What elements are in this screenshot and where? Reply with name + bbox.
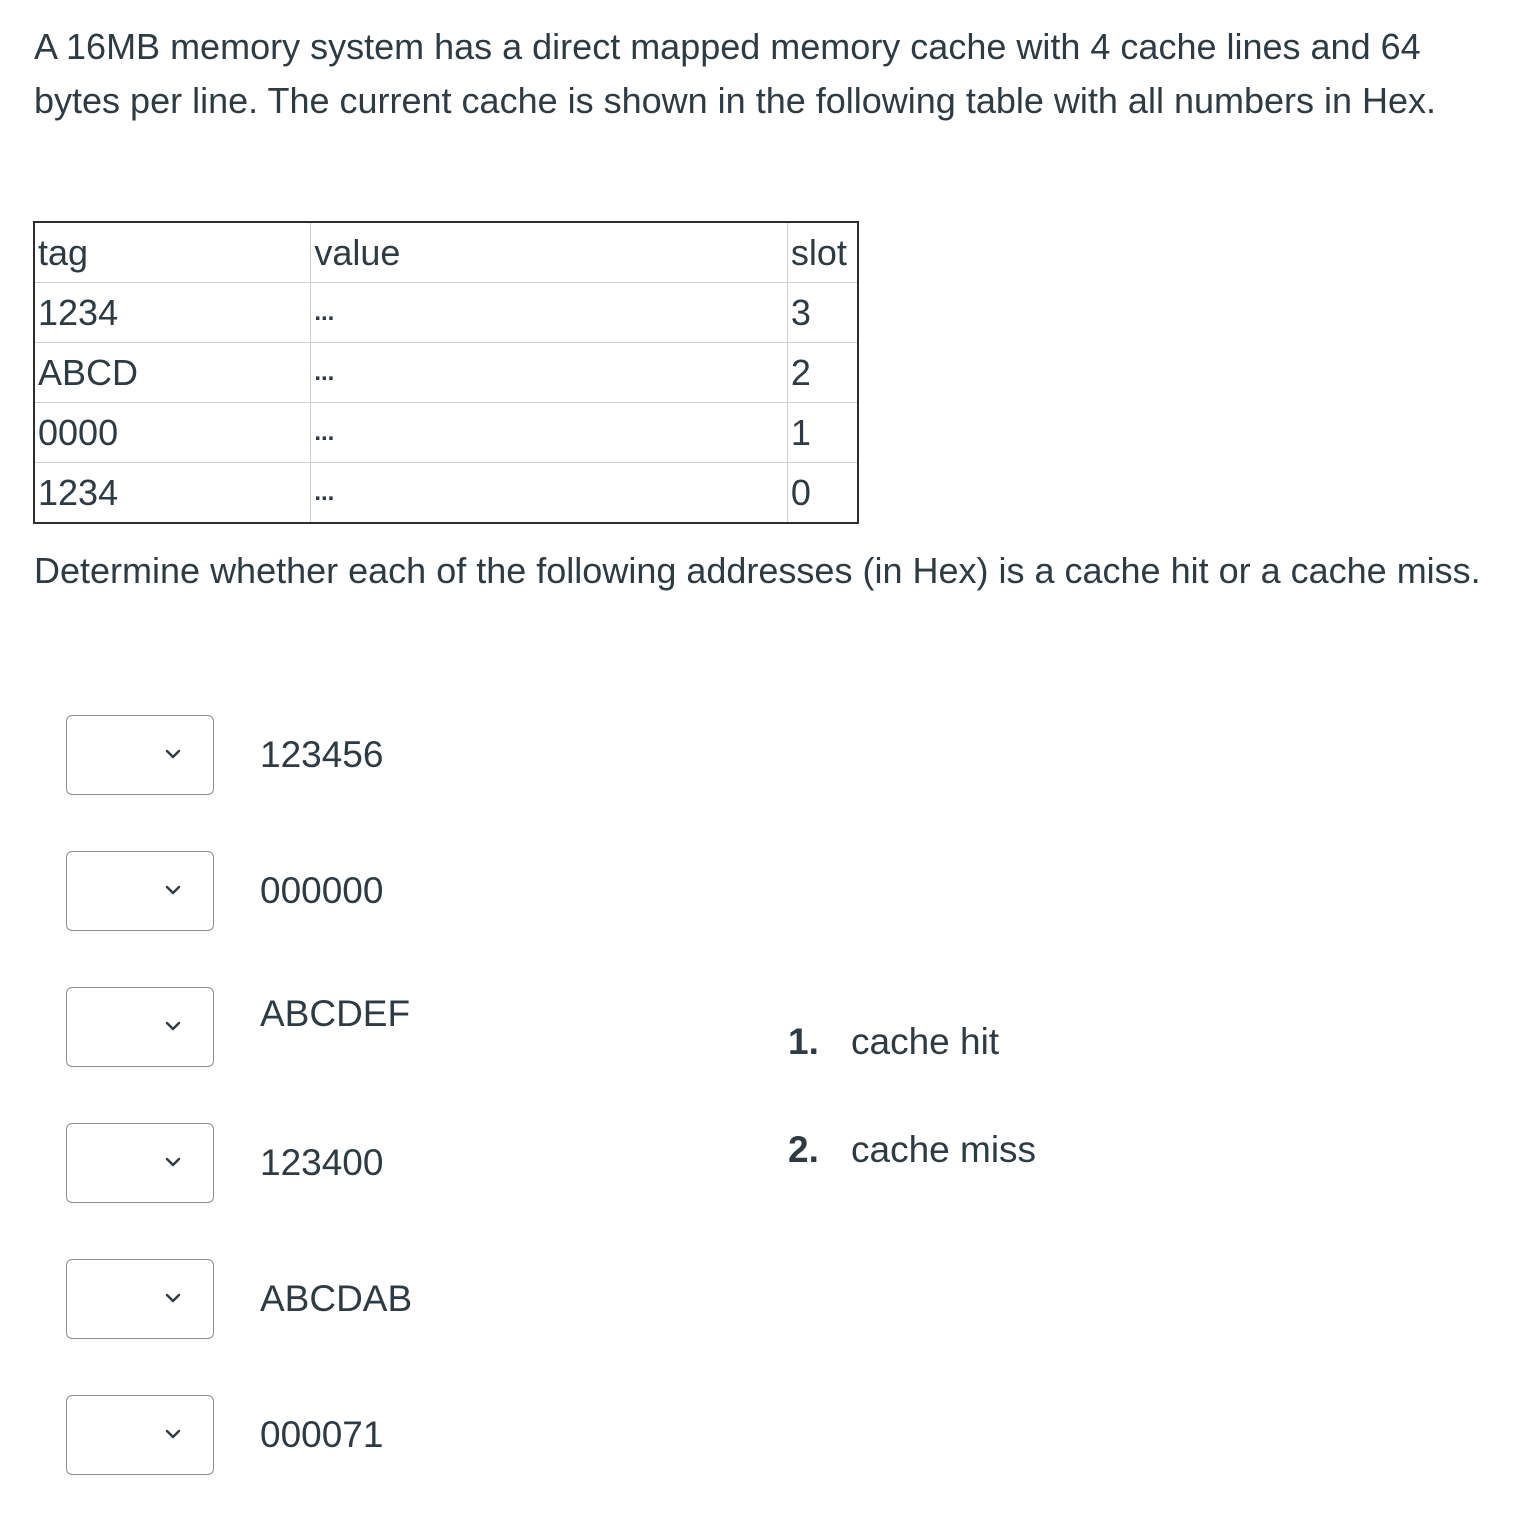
address-label: 123400 xyxy=(260,1142,384,1183)
slot-cell: 2 xyxy=(787,343,858,403)
answer-number: 1. xyxy=(788,1021,819,1062)
answer-select-6[interactable] xyxy=(66,1395,214,1475)
tag-cell: 0000 xyxy=(34,403,311,463)
tag-cell: ABCD xyxy=(34,343,311,403)
header-tag: tag xyxy=(34,222,311,283)
chevron-down-icon xyxy=(165,746,181,762)
answer-select-4[interactable] xyxy=(66,1123,214,1203)
answer-select-2[interactable] xyxy=(66,851,214,931)
slot-cell: 1 xyxy=(787,403,858,463)
answer-option-1 xyxy=(788,1022,999,1062)
header-slot: slot xyxy=(787,222,858,283)
slot-cell: 0 xyxy=(787,463,858,524)
slot-cell: 3 xyxy=(787,283,858,343)
chevron-down-icon xyxy=(165,882,181,898)
answer-select-3[interactable] xyxy=(66,987,214,1067)
chevron-down-icon xyxy=(165,1154,181,1170)
match-row-1 xyxy=(66,714,383,796)
answer-number: 2. xyxy=(788,1129,819,1170)
tag-cell: 1234 xyxy=(34,463,311,524)
table-row xyxy=(34,343,858,403)
match-row-6 xyxy=(66,1394,383,1476)
match-row-3 xyxy=(66,986,410,1068)
table-header-row xyxy=(34,222,858,283)
answer-option-2 xyxy=(788,1130,1036,1170)
match-row-4 xyxy=(66,1122,383,1204)
match-row-5 xyxy=(66,1258,412,1340)
address-label: ABCDEF xyxy=(260,993,411,1034)
address-label: 000071 xyxy=(260,1414,384,1455)
table-row xyxy=(34,463,858,524)
tag-cell: 1234 xyxy=(34,283,311,343)
table-row xyxy=(34,403,858,463)
chevron-down-icon xyxy=(165,1018,181,1034)
value-cell: ... xyxy=(311,463,788,524)
address-label: ABCDAB xyxy=(260,1278,413,1319)
cache-table xyxy=(33,221,859,524)
answer-select-5[interactable] xyxy=(66,1259,214,1339)
answer-label: cache hit xyxy=(851,1021,1000,1062)
question-text: A 16MB memory system has a direct mapped memory cache with 4 cache lines and 64 bytes per line. The current cache is shown in the following table with all numbers in Hex. xyxy=(34,26,1437,121)
value-cell: ... xyxy=(311,343,788,403)
chevron-down-icon xyxy=(165,1290,181,1306)
table-row xyxy=(34,283,858,343)
answer-label: cache miss xyxy=(851,1129,1037,1170)
address-label: 123456 xyxy=(260,734,384,775)
chevron-down-icon xyxy=(165,1426,181,1442)
value-cell: ... xyxy=(311,283,788,343)
header-value: value xyxy=(311,222,788,283)
match-row-2 xyxy=(66,850,383,932)
value-cell: ... xyxy=(311,403,788,463)
instruction-text: Determine whether each of the following addresses (in Hex) is a cache hit or a cache miss. xyxy=(34,550,1481,591)
address-label: 000000 xyxy=(260,870,384,911)
answer-select-1[interactable] xyxy=(66,715,214,795)
